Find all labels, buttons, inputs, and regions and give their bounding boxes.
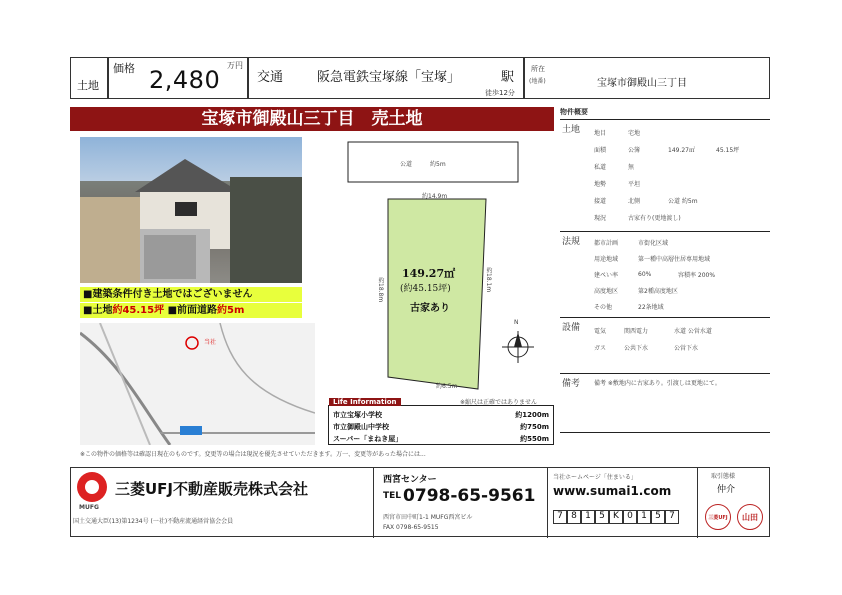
disclaimer: ※この物件の価格等は確認日現在のものです。変更等の場合は現況を優先させていただきます。万一、変更等があった場合には... xyxy=(80,451,426,458)
web-note: 当社ホームページ「住まいる」 xyxy=(553,474,637,481)
walk-note: 徒歩12分 xyxy=(485,89,515,97)
lot-area: 149.27㎡ xyxy=(402,267,456,280)
branch-name: 西宮センター xyxy=(383,475,437,485)
life-item-supermarket xyxy=(333,434,549,444)
road-label: 公道 xyxy=(400,161,413,168)
life-item-label: 市立宝塚小学校 xyxy=(333,411,382,419)
tel-row xyxy=(383,486,535,506)
website-link[interactable]: www.sumai1.com xyxy=(553,484,672,498)
life-item-junior-high xyxy=(333,422,549,432)
branch-address: 西宮市田中町1-1 MUFG西宮ビル xyxy=(383,514,473,521)
life-item-value: 約1200m xyxy=(515,411,549,419)
license-text: 国土交通大臣(13)第1234号 (一社)不動産流通経営協会会員 xyxy=(73,518,234,525)
fax-number: FAX 0798-65-9515 xyxy=(383,524,439,531)
title-bar: 宝塚市御殿山三丁目 売土地 xyxy=(70,107,554,131)
banner-land-prefix: ■土地 xyxy=(83,305,113,316)
tel-number[interactable]: 0798-65-9561 xyxy=(403,486,536,506)
location-label: 所在 xyxy=(531,65,545,73)
banner-land-area: 約45.15坪 xyxy=(112,305,165,316)
life-item-school xyxy=(333,410,549,420)
life-item-value: 約750m xyxy=(520,423,549,431)
location-sub: (地番) xyxy=(529,78,546,85)
house-illustration xyxy=(80,137,302,283)
life-item-value: 約550m xyxy=(520,435,549,443)
lot-area-tsubo: (約45.15坪) xyxy=(400,284,451,294)
land-label-cell xyxy=(70,57,108,99)
land-row: 地目 宅地 面積 公簿 149.27㎡ 45.15坪 私道 無 地勢 平坦 接道 北側 公道 約5m 現況 古家有り(更地渡し) xyxy=(594,130,740,222)
price-value: 2,480 xyxy=(149,66,221,94)
site-plan xyxy=(328,137,554,391)
right-dimension: 約18.1m xyxy=(485,267,492,293)
station-suffix: 駅 xyxy=(501,70,515,85)
footer xyxy=(70,467,770,537)
banner-road-prefix: ■前面道路 xyxy=(167,305,218,316)
line-name: 阪急電鉄宝塚線「宝塚」 xyxy=(317,70,461,85)
spec-facility-block xyxy=(560,317,770,371)
facility-row: 電気 関西電力 水道 公営水道 ガス 公共下水 公営下水 xyxy=(594,328,712,352)
company-name: 三菱UFJ不動産販売株式会社 xyxy=(115,480,309,498)
life-info-heading: Life Information xyxy=(329,398,401,406)
company-stamp: 三菱UFJ xyxy=(705,504,731,530)
old-house-note: 古家あり xyxy=(410,303,450,314)
area-map xyxy=(80,323,315,445)
mufg-logo xyxy=(77,472,107,502)
traffic-cell xyxy=(248,57,524,99)
staff-stamp: 山田 xyxy=(737,504,763,530)
life-item-label: 市立御殿山中学校 xyxy=(333,423,389,431)
spec-section-law: 法規 xyxy=(562,237,581,247)
spec-remarks-block xyxy=(560,373,770,433)
property-number: 7 8 1 5 K 0 1 5 7 xyxy=(553,510,679,524)
spec-law-block xyxy=(560,231,770,315)
land-road-banner xyxy=(80,303,302,318)
land-label: 土地 xyxy=(77,79,99,92)
trade-value: 仲介 xyxy=(717,485,736,495)
no-build-condition-banner: ■建築条件付き土地ではございません xyxy=(80,287,302,302)
spec-section-remarks: 備考 xyxy=(562,379,581,389)
map-roads xyxy=(80,323,315,445)
price-unit: 万円 xyxy=(227,61,243,70)
spec-land-block xyxy=(560,119,770,229)
law-row: 都市計画 市街化区域 用途地域 第一種中高層住居専用地域 建ぺい率 60% 容積率 200% 高度地区 第2種高度地区 その他 22条地域 xyxy=(594,239,716,311)
map-marker-label: 当社 xyxy=(204,339,217,346)
spec-section-property: 物件概要 xyxy=(560,108,588,116)
flyer-sheet xyxy=(70,53,770,537)
north-arrow-label: N xyxy=(514,319,519,326)
life-item-label: スーパー「まねき屋」 xyxy=(333,435,403,443)
plan-drawing xyxy=(328,137,554,391)
mufg-logo-label: MUFG xyxy=(79,504,99,511)
road-width: 約5m xyxy=(430,161,446,168)
tel-prefix: TEL xyxy=(383,491,402,501)
spec-section-land: 土地 xyxy=(562,125,581,135)
trade-label: 取引態様 xyxy=(711,473,736,480)
traffic-label: 交通 xyxy=(257,70,284,85)
banner-road-width: 約5m xyxy=(217,305,245,316)
spec-table xyxy=(560,107,770,457)
property-photo xyxy=(80,137,302,283)
left-dimension: 約18.8m xyxy=(377,277,384,303)
remarks-text: 備考 ※敷地内に古家あり。引渡しは更地にて。 xyxy=(594,380,721,387)
top-dimension: 約14.9m xyxy=(422,193,448,200)
price-label: 価格 xyxy=(113,62,135,75)
scale-note: ※縮尺は正確ではありません xyxy=(460,399,538,406)
spec-section-facility: 設備 xyxy=(562,323,581,333)
price-cell xyxy=(108,57,248,99)
location-cell xyxy=(524,57,770,99)
bottom-dimension: 約6.5m xyxy=(436,383,458,390)
location-value: 宝塚市御殿山三丁目 xyxy=(597,78,687,89)
